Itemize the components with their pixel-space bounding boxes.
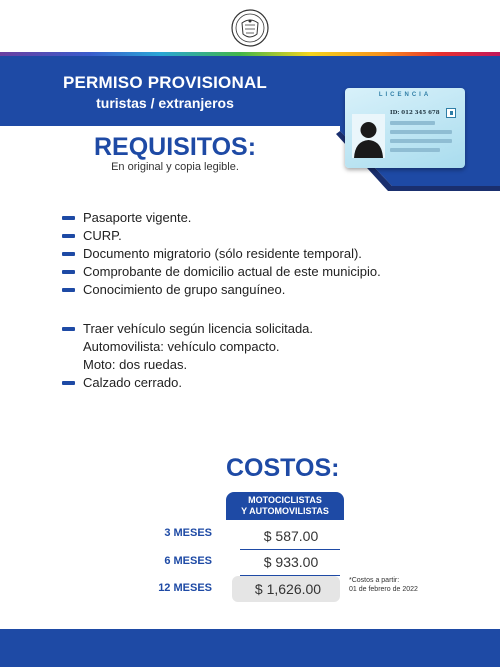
dash-bullet-icon — [62, 234, 75, 238]
list-item: Calzado cerrado. — [62, 374, 313, 392]
vehicle-list — [62, 320, 313, 392]
requirements-title: REQUISITOS: — [93, 133, 257, 161]
card-line — [390, 148, 440, 152]
dash-bullet-icon — [62, 216, 75, 220]
dash-bullet-icon — [62, 270, 75, 274]
footer-bar — [0, 629, 500, 667]
person-silhouette-icon — [352, 114, 385, 158]
card-line — [390, 121, 435, 125]
license-card-id: ID: 012 345 678 — [390, 110, 440, 116]
requirements-subtitle: En original y copia legible. — [111, 161, 239, 173]
price-value: $ 1,626.00 — [254, 581, 322, 597]
costs-note — [349, 576, 418, 594]
municipal-seal-logo — [231, 9, 269, 47]
column-header-line: MOTOCICLISTAS — [248, 495, 322, 505]
column-header-line: Y AUTOMOVILISTAS — [241, 506, 329, 516]
list-item: Comprobante de domicilio actual de este municipio. — [62, 263, 381, 281]
card-flag-icon — [446, 108, 456, 118]
sub-list-item: Automovilista: vehículo compacto. — [83, 339, 280, 354]
card-line — [390, 130, 452, 134]
duration-label: 6 MESES — [164, 555, 212, 567]
note-line: 01 de febrero de 2022 — [349, 586, 418, 593]
list-item: Conocimiento de grupo sanguíneo. — [62, 281, 381, 299]
note-line: *Costos a partir: — [349, 577, 400, 584]
list-item: Documento migratorio (sólo residente temporal). — [62, 245, 381, 263]
duration-label: 12 MESES — [158, 582, 212, 594]
costs-title: COSTOS: — [226, 454, 340, 482]
dash-bullet-icon — [62, 327, 75, 331]
row-divider — [240, 549, 340, 550]
license-card-illustration — [345, 88, 465, 168]
list-item: Pasaporte vigente. — [62, 209, 381, 227]
card-line — [390, 139, 452, 143]
list-item: CURP. — [62, 227, 381, 245]
duration-label: 3 MESES — [164, 527, 212, 539]
price-column-header — [226, 492, 344, 520]
license-card-heading: LICENCIA — [378, 92, 432, 98]
price-value: $ 587.00 — [263, 528, 319, 544]
permit-title: PERMISO PROVISIONAL — [62, 73, 268, 92]
permit-subtitle: turistas / extranjeros — [96, 95, 234, 111]
price-value: $ 933.00 — [263, 554, 319, 570]
dash-bullet-icon — [62, 381, 75, 385]
dash-bullet-icon — [62, 288, 75, 292]
list-item: Traer vehículo según licencia solicitada. — [62, 320, 313, 338]
documents-list — [62, 209, 381, 299]
sub-list-item: Moto: dos ruedas. — [83, 357, 188, 372]
dash-bullet-icon — [62, 252, 75, 256]
